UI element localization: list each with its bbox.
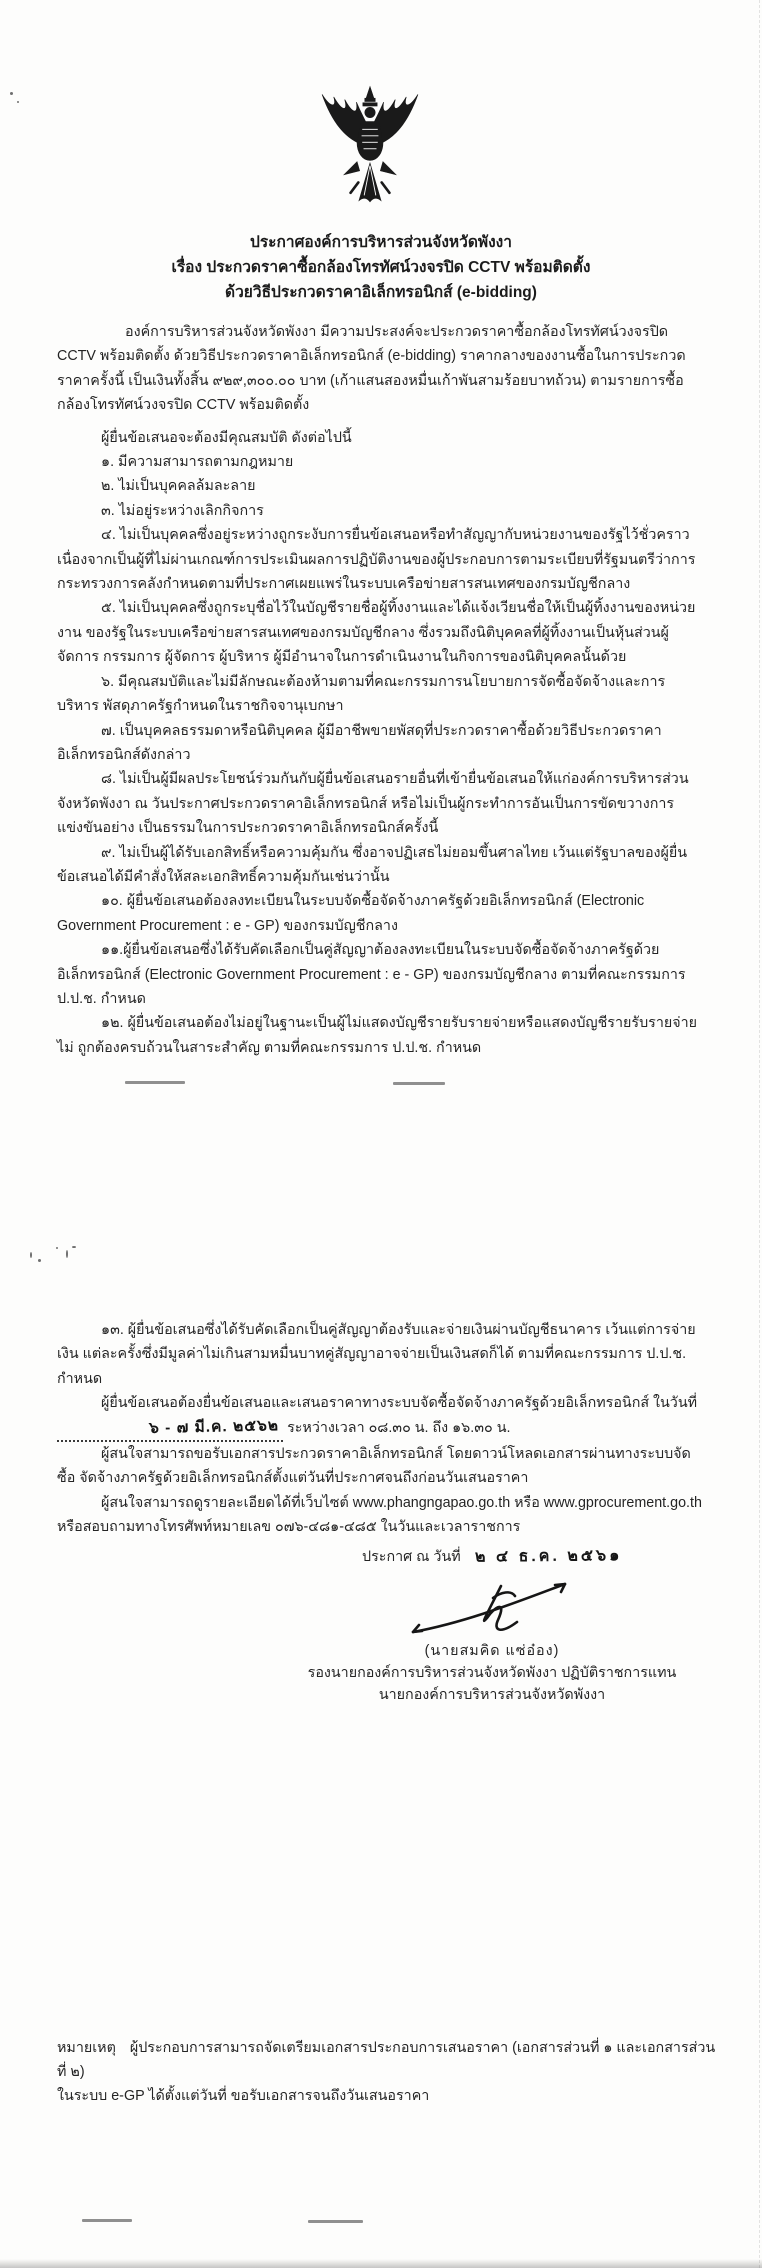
qualification-item-7: ๗. เป็นบุคคลธรรมดาหรือนิติบุคคล ผู้มีอาชีพขายพัสดุที่ประกวดราคาซื้อด้วยวิธีประกวดราคา อิเล็กทรอนิกส์ดังกล่าว — [57, 722, 662, 763]
title-line-1: ประกาศองค์การบริหารส่วนจังหวัดพังงา — [250, 234, 512, 251]
qualification-item-12: ๑๒. ผู้ยื่นข้อเสนอต้องไม่อยู่ในฐานะเป็นผู้ไม่แสดงบัญชีรายรับรายจ่ายหรือแสดงบัญชีรายรับรายจ่ายไม่ ถูกต้องครบถ้วนในสาระสำคัญ ตามที่คณะกรรมการ ป.ป.ช. กำหนด — [57, 1015, 698, 1056]
submission-prefix: ผู้ยื่นข้อเสนอต้องยื่นข้อเสนอและเสนอราคาทางระบบจัดซื้อจัดจ้างภาครัฐด้วยอิเล็กทรอนิกส์ ในวันที่ — [101, 1395, 698, 1412]
qualifications-header: ผู้ยื่นข้อเสนอจะต้องมีคุณสมบัติ ดังต่อไปนี้ — [101, 429, 352, 446]
footnote-text-1: ผู้ประกอบการสามารถจัดเตรียมเอกสารประกอบการเสนอราคา (เอกสารส่วนที่ ๑ และเอกสารส่วนที่ ๒) — [57, 2040, 716, 2080]
signer-position-1: รองนายกองค์การบริหารส่วนจังหวัดพังงา ปฏิบัติราชการแทน — [307, 1665, 677, 1681]
signature-block — [262, 1546, 722, 1706]
footnote — [57, 2036, 722, 2108]
scan-edge-shadow — [0, 2259, 762, 2268]
announce-date-stamp: ๒ ๔ ธ.ค. ๒๕๖๑ — [474, 1547, 623, 1566]
qualification-item-6: ๖. มีคุณสมบัติและไม่มีลักษณะต้องห้ามตามที่คณะกรรมการนโยบายการจัดซื้อจัดจ้างและการบริหาร พัสดุภาครัฐกำหนดในราชกิจจานุเบกษา — [57, 673, 666, 715]
handwritten-date-line — [57, 1416, 283, 1442]
qualification-item-8: ๘. ไม่เป็นผู้มีผลประโยชน์ร่วมกันกับผู้ยื่นข้อเสนอรายอื่นที่เข้ายื่นข้อเสนอให้แก่องค์การบริหารส่วน จังหวัดพังงา ณ วันประกาศประกวดราคาอิเล็กทรอนิกส์ หรือไม่เป็นผู้กระทำการอันเป็นการขัดขวางการแข่งขันอย่าง เป็นธรรมในการประกวดราคาอิเล็กทรอนิกส์ครั้งนี้ — [57, 771, 689, 837]
download-paragraph: ผู้สนใจสามารถขอรับเอกสารประกวดราคาอิเล็กทรอนิกส์ โดยดาวน์โหลดเอกสารผ่านทางระบบจัดซื้อ จัดจ้างภาครัฐด้วยอิเล็กทรอนิกส์ตั้งแต่วันที่ประกาศจนถึงก่อนวันเสนอราคา — [57, 1446, 691, 1487]
submission-paragraph — [57, 1391, 707, 1442]
qualification-item-4: ๔. ไม่เป็นบุคคลซึ่งอยู่ระหว่างถูกระงับการยื่นข้อเสนอหรือทำสัญญากับหน่วยงานของรัฐไว้ชั่วคราว เนื่องจากเป็นผู้ที่ไม่ผ่านเกณฑ์การประเมินผลการปฏิบัติงานของผู้ประกอบการตามระเบียบที่รัฐมนตรีว่าการ กระทรวงการคลังกำหนดตามที่ประกาศเผยแพร่ในระบบเครือข่ายสารสนเทศของกรมบัญชีกลาง — [57, 527, 696, 593]
qualification-item-10: ๑๐. ผู้ยื่นข้อเสนอต้องลงทะเบียนในระบบจัดซื้อจัดจ้างภาครัฐด้วยอิเล็กทรอนิกส์ (Electronic Government Procurement : e - GP) ของกรมบัญชีกลาง — [57, 893, 645, 934]
scan-speck — [17, 101, 19, 103]
qualification-item-11: ๑๑.ผู้ยื่นข้อเสนอซึ่งได้รับคัดเลือกเป็นคู่สัญญาต้องลงทะเบียนในระบบจัดซื้อจัดจ้างภาครัฐด้วย อิเล็กทรอนิกส์ (Electronic Government Procurement : e - GP) ของกรมบัญชีกลาง ตามที่คณะกรรมการ ป.ป.ช. กำหนด — [57, 942, 686, 1007]
announcement-date-line — [262, 1546, 722, 1568]
qualification-item-1: ๑. มีความสามารถตามกฎหมาย — [101, 454, 294, 471]
scan-speck — [72, 1246, 76, 1248]
scan-speck — [66, 1250, 68, 1258]
scan-dash — [82, 2219, 132, 2222]
qualification-item-13: ๑๓. ผู้ยื่นข้อเสนอซึ่งได้รับคัดเลือกเป็นคู่สัญญาต้องรับและจ่ายเงินผ่านบัญชีธนาคาร เว้นแต่การจ่ายเงิน แต่ละครั้งซึ่งมีมูลค่าไม่เกินสามหมื่นบาทคู่สัญญาอาจจ่ายเป็นเงินสดก็ได้ ตามที่คณะกรรมการ ป.ป.ช. กำหนด — [57, 1322, 696, 1387]
title-line-3: ด้วยวิธีประกวดราคาอิเล็กทรอนิกส์ (e-bidding) — [225, 284, 537, 301]
scan-dash — [393, 1082, 445, 1085]
qualification-item-2: ๒. ไม่เป็นบุคคลล้มละลาย — [101, 478, 256, 495]
intro-paragraph: องค์การบริหารส่วนจังหวัดพังงา มีความประสงค์จะประกวดราคาซื้อกล้องโทรทัศน์วงจรปิด CCTV พร้อมติดตั้ง ด้วยวิธีประกวดราคาอิเล็กทรอนิกส์ (e-bidding) ราคากลางของงานซื้อในการประกวดราคาครั้งนี้ เป็นเงินทั้งสิ้น ๙๒๙,๓๐๐.๐๐ บาท (เก้าแสนสองหมื่นเก้าพันสามร้อยบาทถ้วน) ตามรายการซื้อกล้องโทรทัศน์วงจรปิด CCTV พร้อมติดตั้ง — [57, 324, 686, 414]
scan-dash — [308, 2220, 363, 2223]
qualification-item-9: ๙. ไม่เป็นผู้ได้รับเอกสิทธิ์หรือความคุ้มกัน ซึ่งอาจปฏิเสธไม่ยอมขึ้นศาลไทย เว้นแต่รัฐบาลของผู้ยื่น ข้อเสนอได้มีคำสั่งให้สละเอกสิทธิ์ความคุ้มกันเช่นว่านั้น — [57, 844, 688, 885]
document-body-lower — [57, 1318, 707, 1540]
details-paragraph: ผู้สนใจสามารถดูรายละเอียดได้ที่เว็บไซต์ www.phangngapao.go.th หรือ www.gprocurement.go.th หรือสอบถามทางโทรศัพท์หมายเลข ๐๗๖-๔๘๑-๔๘๕ ในวันและเวลาราชการ — [57, 1494, 702, 1536]
scan-speck — [10, 92, 13, 95]
scan-edge-line — [759, 0, 760, 2268]
qualification-item-5: ๕. ไม่เป็นบุคคลซึ่งถูกระบุชื่อไว้ในบัญชีรายชื่อผู้ทิ้งงานและได้แจ้งเวียนชื่อให้เป็นผู้ทิ้งงานของหน่วยงาน ของรัฐในระบบเครือข่ายสารสนเทศของกรมบัญชีกลาง ซึ่งรวมถึงนิติบุคคลที่ผู้ทิ้งงานเป็นหุ้นส่วนผู้จัดการ กรรมการ ผู้จัดการ ผู้บริหาร ผู้มีอำนาจในการดำเนินงานในกิจการของนิติบุคคลนั้นด้วย — [57, 600, 696, 666]
handwritten-submission-date: ๖ - ๗ มี.ค. ๒๕๖๒ — [148, 1416, 280, 1437]
document-body-upper — [57, 320, 707, 1060]
scan-speck — [56, 1247, 58, 1249]
submission-suffix: ระหว่างเวลา ๐๘.๓๐ น. ถึง ๑๖.๓๐ น. — [287, 1419, 511, 1436]
title-line-2: เรื่อง ประกวดราคาซื้อกล้องโทรทัศน์วงจรปิด CCTV พร้อมติดตั้ง — [171, 259, 591, 276]
footnote-label: หมายเหตุ — [57, 2040, 116, 2056]
scan-speck — [38, 1259, 41, 1262]
document-title — [0, 230, 762, 305]
signer-position-2: นายกองค์การบริหารส่วนจังหวัดพังงา — [378, 1687, 606, 1703]
scan-dash — [125, 1081, 185, 1084]
scan-speck — [30, 1252, 32, 1258]
footnote-text-2: ในระบบ e-GP ได้ตั้งแต่วันที่ ขอรับเอกสารจนถึงวันเสนอราคา — [57, 2088, 430, 2104]
qualification-item-3: ๓. ไม่อยู่ระหว่างเลิกกิจการ — [101, 502, 264, 519]
signer-name: (นายสมคิด แซ่อ๋อง) — [424, 1643, 560, 1659]
signature-icon — [397, 1576, 587, 1638]
announce-prefix: ประกาศ ณ วันที่ — [362, 1549, 461, 1565]
garuda-emblem — [303, 84, 437, 220]
